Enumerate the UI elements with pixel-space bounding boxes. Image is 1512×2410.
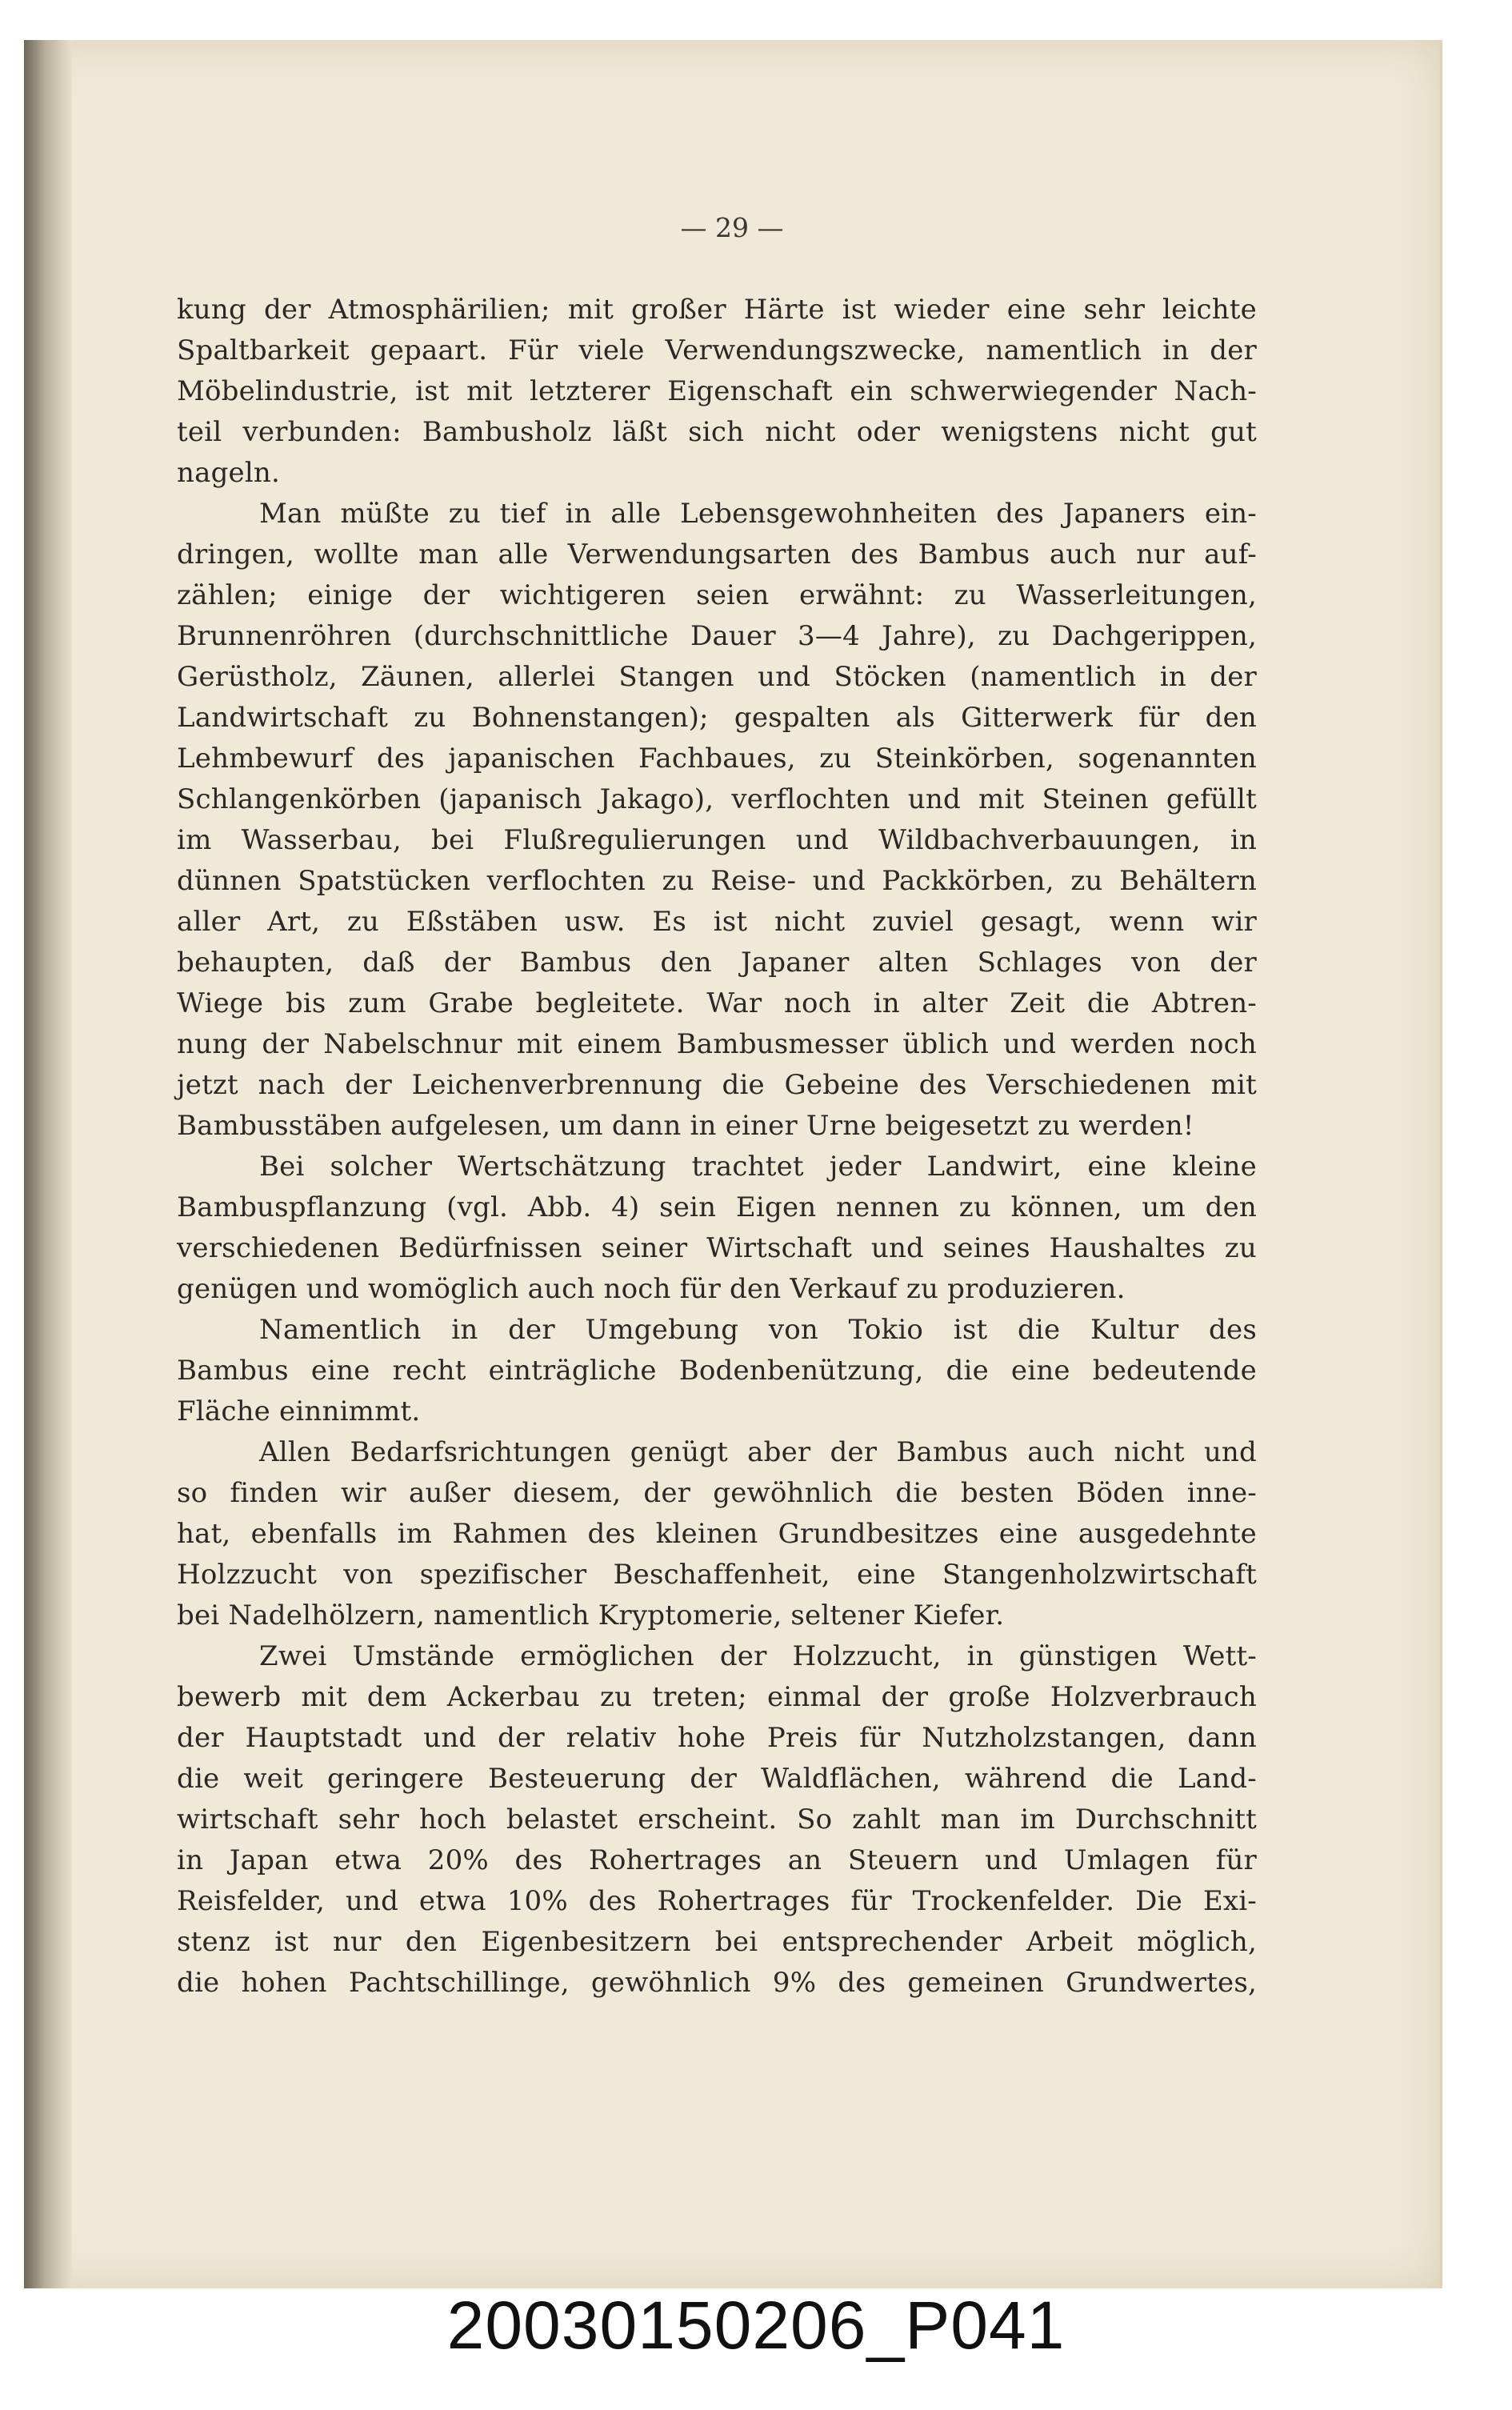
text-line: bewerb mit dem Ackerbau zu treten; einmal der große Holzverbrauch [177,1681,1257,1713]
text-line: Namentlich in der Umgebung von Tokio ist die Kultur des [259,1314,1257,1346]
paragraph [177,290,1257,494]
paragraph [177,1432,1257,1636]
text-line: Gerüstholz, Zäunen, allerlei Stangen und Stöcken (namentlich in der [177,661,1257,693]
text-line: behaupten, daß der Bambus den Japaner alten Schlages von der [177,947,1257,979]
book-gutter-shadow [24,40,72,2288]
text-line: Bambus eine recht einträgliche Bodenbenützung, die eine bedeutende [177,1355,1257,1387]
text-line: der Hauptstadt und der relativ hohe Preis für Nutzholzstangen, dann [177,1722,1257,1754]
body-text [177,290,1257,2004]
text-line: verschiedenen Bedürfnissen seiner Wirtschaft und seines Haushaltes zu [177,1232,1257,1264]
text-line: hat, ebenfalls im Rahmen des kleinen Grundbesitzes eine ausgedehnte [177,1518,1257,1550]
text-line: Bambusstäben aufgelesen, um dann in einer Urne beigesetzt zu werden! [177,1110,1194,1142]
text-line: in Japan etwa 20% des Rohertrages an Steuern und Umlagen für [177,1844,1257,1876]
text-line: nung der Nabelschnur mit einem Bambusmesser üblich und werden noch [177,1028,1257,1060]
text-line: Fläche einnimmt. [177,1395,421,1427]
text-line: Spaltbarkeit gepaart. Für viele Verwendungszwecke, namentlich in der [177,334,1257,366]
text-line: genügen und womöglich auch noch für den Verkauf zu produzieren. [177,1273,1126,1305]
text-line: Brunnenröhren (durchschnittliche Dauer 3—4 Jahre), zu Dachgerippen, [177,620,1257,652]
text-line: kung der Atmosphärilien; mit großer Härte ist wieder eine sehr leichte [177,294,1257,326]
text-line: Holzzucht von spezifischer Beschaffenheit, eine Stangenholzwirtschaft [177,1559,1257,1591]
page-number: — 29 — [680,212,784,243]
text-line: wirtschaft sehr hoch belastet erscheint. So zahlt man im Durchschnitt [177,1803,1257,1836]
text-line: dünnen Spatstücken verflochten zu Reise- und Packkörben, zu Behältern [177,865,1257,897]
paragraph [177,494,1257,1147]
text-line: die hohen Pachtschillinge, gewöhnlich 9% des gemeinen Grundwertes, [177,1967,1257,1999]
text-line: Bei solcher Wertschätzung trachtet jeder Landwirt, eine kleine [259,1151,1257,1183]
text-line: stenz ist nur den Eigenbesitzern bei entsprechender Arbeit möglich, [177,1926,1257,1958]
text-line: bei Nadelhölzern, namentlich Kryptomerie, seltener Kiefer. [177,1599,1005,1631]
text-line: Bambuspflanzung (vgl. Abb. 4) sein Eigen nennen zu können, um den [177,1191,1257,1223]
text-line: Man müßte zu tief in alle Lebensgewohnheiten des Japaners ein- [259,498,1257,530]
text-line: jetzt nach der Leichenverbrennung die Gebeine des Verschiedenen mit [177,1069,1257,1101]
scan-identifier: 20030150206_P041 [446,2288,1066,2363]
paragraph [177,1147,1257,1310]
text-line: Reisfelder, und etwa 10% des Rohertrages für Trockenfelder. Die Exi- [177,1885,1257,1917]
book-page [24,40,1442,2288]
text-line: nageln. [177,457,281,489]
text-line: dringen, wollte man alle Verwendungsarten des Bambus auch nur auf- [177,538,1257,570]
text-line: Allen Bedarfsrichtungen genügt aber der Bambus auch nicht und [259,1436,1257,1468]
text-line: zählen; einige der wichtigeren seien erwähnt: zu Wasserleitungen, [177,579,1257,611]
text-line: die weit geringere Besteuerung der Waldflächen, während die Land- [177,1763,1257,1795]
text-line: Schlangenkörben (japanisch Jakago), verflochten und mit Steinen gefüllt [177,783,1257,815]
paragraph [177,1636,1257,2004]
text-line: so finden wir außer diesem, der gewöhnlich die besten Böden inne- [177,1477,1257,1509]
paragraph [177,1310,1257,1432]
text-line: aller Art, zu Eßstäben usw. Es ist nicht zuviel gesagt, wenn wir [177,906,1257,938]
text-line: Wiege bis zum Grabe begleitete. War noch in alter Zeit die Abtren- [177,987,1257,1019]
text-line: im Wasserbau, bei Flußregulierungen und Wildbachverbauungen, in [177,824,1257,856]
text-line: Lehmbewurf des japanischen Fachbaues, zu Steinkörben, sogenannten [177,743,1257,775]
text-line: teil verbunden: Bambusholz läßt sich nicht oder wenigstens nicht gut [177,416,1257,448]
text-line: Möbelindustrie, ist mit letzterer Eigenschaft ein schwerwiegender Nach- [177,375,1257,407]
text-line: Landwirtschaft zu Bohnenstangen); gespalten als Gitterwerk für den [177,702,1257,734]
text-line: Zwei Umstände ermöglichen der Holzzucht, in günstigen Wett- [259,1640,1257,1672]
